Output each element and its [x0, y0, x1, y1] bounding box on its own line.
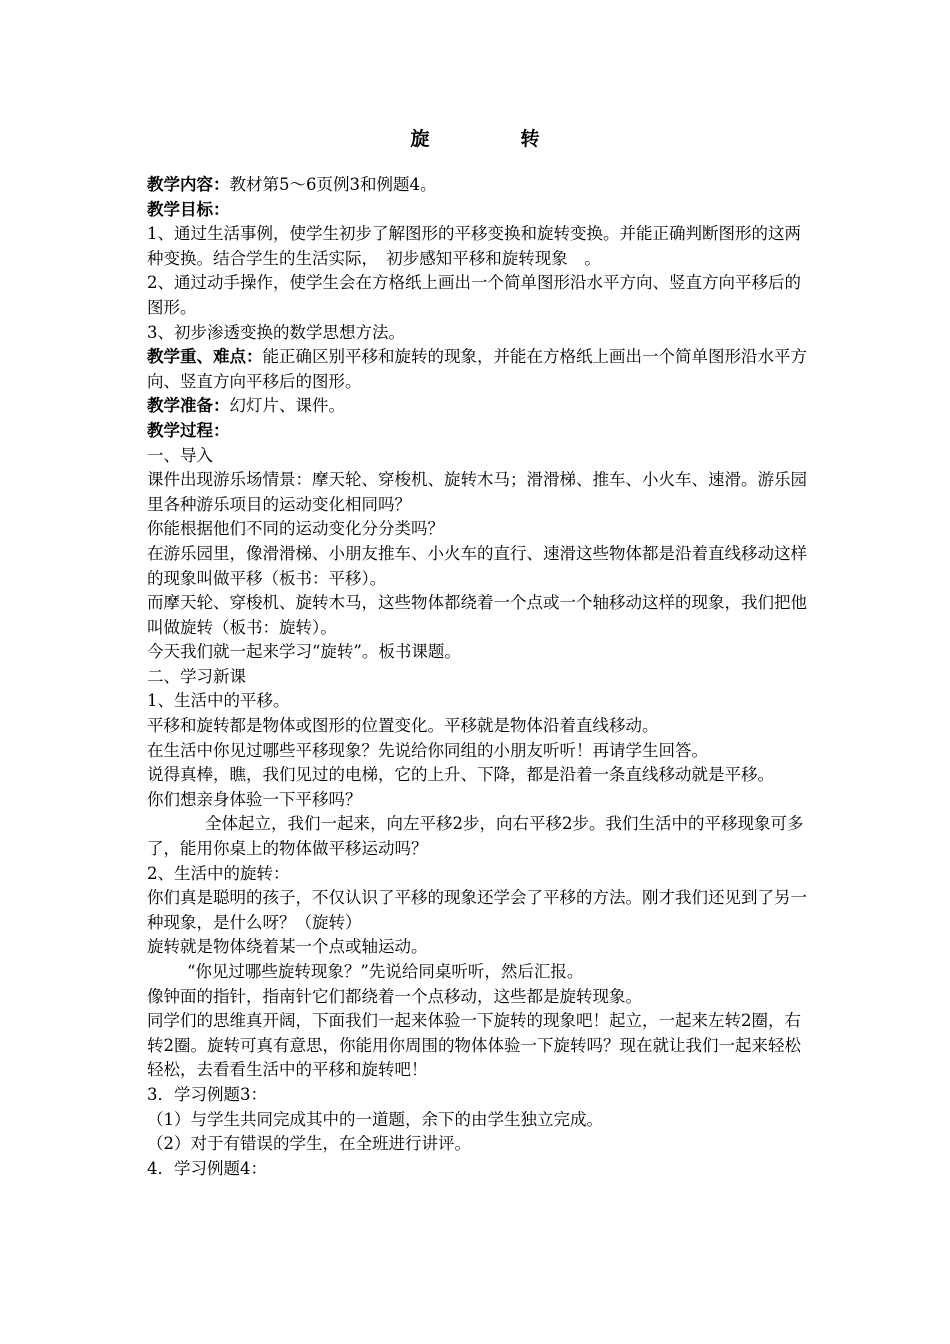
paragraph: 今天我们就一起来学习“旋转”。板书课题。 [147, 642, 461, 662]
content-text: 教材第5～6页例3和例题4。 [229, 175, 437, 194]
key-line [147, 345, 815, 394]
prep-label: 教学准备： [147, 396, 230, 416]
section-heading: 二、学习新课 [147, 666, 246, 686]
paragraph: 像钟面的指针，指南针它们都绕着一个点移动，这些都是旋转现象。 [147, 986, 642, 1006]
list-item: （2）对于有错误的学生，在全班进行讲评。 [147, 1134, 471, 1154]
paragraph: 平移和旋转都是物体或图形的位置变化。平移就是物体沿着直线移动。 [147, 716, 659, 736]
prep-text: 幻灯片、课件。 [229, 396, 345, 416]
paragraph: 在游乐园里，像滑滑梯、小朋友推车、小火车的直行、速滑这些物体都是沿着直线移动这样的现象叫做平移（板书：平移）。 [147, 543, 807, 588]
subsection-heading: 2、生活中的旋转： [147, 863, 290, 883]
page-title: 旋 转 [410, 128, 576, 150]
subsection-heading: 1、生活中的平移。 [147, 691, 290, 711]
paragraph: 全体起立，我们一起来，向左平移2步，向右平移2步。我们生活中的平移现象可多了，能用你桌上的物体做平移运动吗？ [147, 814, 804, 859]
paragraph: 旋转就是物体绕着某一个点或轴运动。 [147, 937, 428, 957]
paragraph: “你见过哪些旋转现象？”先说给同桌听听，然后汇报。 [187, 962, 584, 981]
subsection-heading: 3．学习例题3： [147, 1084, 267, 1104]
prep-line [147, 394, 815, 419]
key-label: 教学重、难点： [147, 347, 263, 367]
content-line [147, 173, 815, 198]
lesson-plan-body [147, 173, 815, 1181]
goals-label: 教学目标： [147, 199, 230, 219]
section-heading: 一、导入 [147, 445, 213, 465]
paragraph: 你能根据他们不同的运动变化分分类吗？ [147, 519, 444, 539]
key-text: 能正确区别平移和旋转的现象，并能在方格纸上画出一个简单图形沿水平方向、竖直方向平移后的图形。 [147, 347, 807, 391]
subsection-heading: 4．学习例题4： [147, 1158, 267, 1178]
list-item: （1）与学生共同完成其中的一道题，余下的由学生独立完成。 [147, 1109, 603, 1129]
paragraph: 你们真是聪明的孩子，不仅认识了平移的现象还学会了平移的方法。刚才我们还见到了另一种现象，是什么呀？（旋转） [147, 888, 807, 932]
paragraph: 课件出现游乐场情景：摩天轮、穿梭机、旋转木马；滑滑梯、推车、小火车、速滑。游乐园里各种游乐项目的运动变化相同吗？ [147, 470, 807, 514]
paragraph: 在生活中你见过哪些平移现象？先说给你同组的小朋友听听！再请学生回答。 [147, 740, 708, 760]
goal-item: 1、通过生活事例，使学生初步了解图形的平移变换和旋转变换。并能正确判断图形的这两种变换。结合学生的生活实际， 初步感知平移和旋转现象 。 [147, 224, 801, 268]
paragraph: 同学们的思维真开阔，下面我们一起来体验一下旋转的现象吧！起立，一起来左转2圈，右转2圈。旋转可真有意思，你能用你周围的物体体验一下旋转吗？现在就让我们一起来轻松轻松，去看看生活中的平移和旋转吧！ [147, 1011, 801, 1080]
goal-item: 3、初步渗透变换的数学思想方法。 [147, 322, 405, 342]
goal-item: 2、通过动手操作，使学生会在方格纸上画出一个简单图形沿水平方向、竖直方向平移后的图形。 [147, 273, 801, 317]
content-label: 教学内容： [147, 175, 230, 194]
paragraph: 而摩天轮、穿梭机、旋转木马，这些物体都绕着一个点或一个轴移动这样的现象，我们把他叫做旋转（板书：旋转）。 [147, 593, 807, 637]
paragraph: 你们想亲身体验一下平移吗？ [147, 789, 362, 809]
paragraph: 说得真棒，瞧，我们见过的电梯，它的上升、下降，都是沿着一条直线移动就是平移。 [147, 765, 774, 785]
process-label: 教学过程： [147, 420, 230, 440]
